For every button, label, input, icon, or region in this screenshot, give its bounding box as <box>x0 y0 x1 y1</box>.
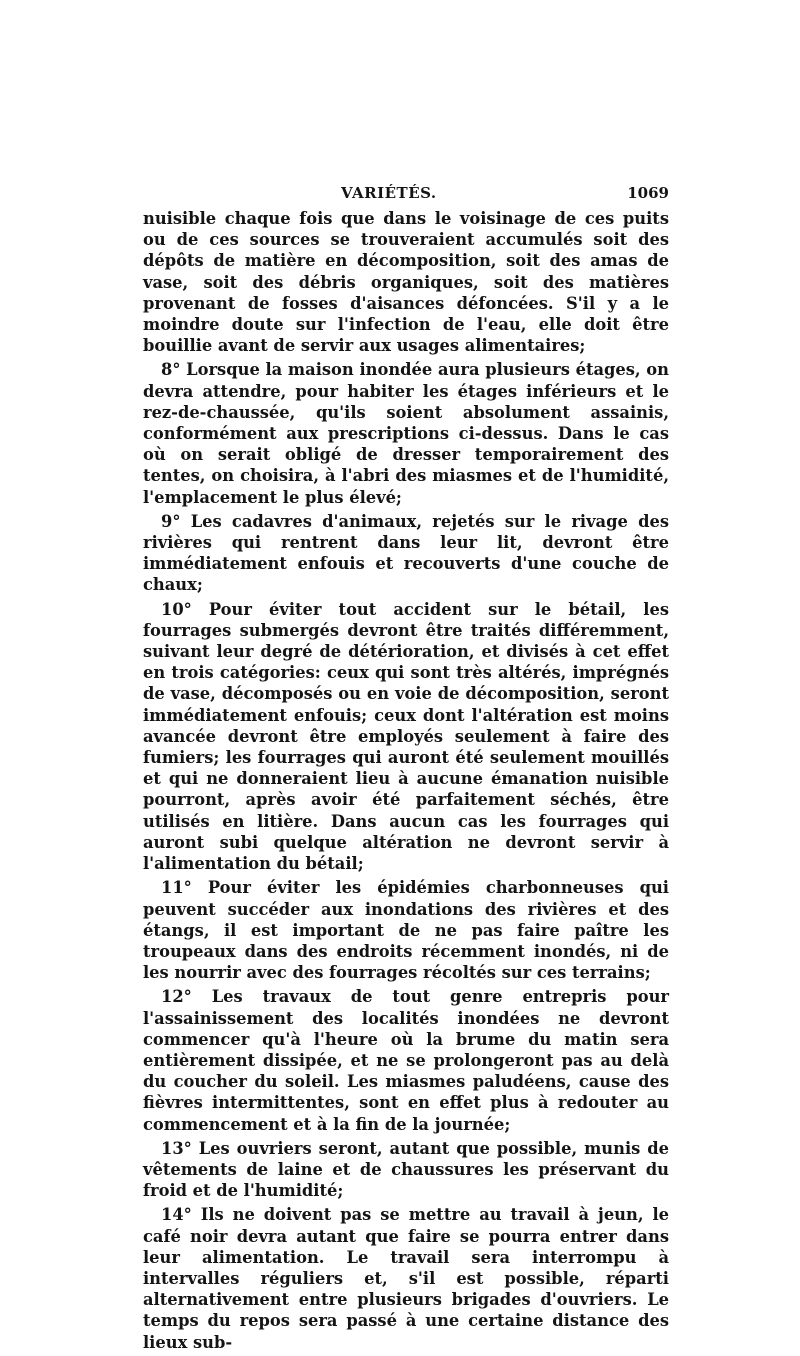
running-title: VARIÉTÉS. <box>341 184 437 202</box>
page-number: 1069 <box>627 184 669 202</box>
paragraph-item-12: 12° Les travaux de tout genre entrepris pour l'assainissement des localités inondées ne devront commencer qu'à l'heure où la brume du matin sera entièrement dissipée, et ne se prolongeront pas au delà du coucher du soleil. Les miasmes paludéens, cause des fièvres intermittentes, sont en effet plus à redouter au commencement et à la fin de la journée; <box>143 987 669 1134</box>
paragraph-item-13: 13° Les ouvriers seront, autant que possible, munis de vêtements de laine et de chaussures les préservant du froid et de l'humidité; <box>143 1138 669 1201</box>
running-header <box>143 182 669 208</box>
paragraph-item-9: 9° Les cadavres d'animaux, rejetés sur le rivage des rivières qui rentrent dans leur lit, devront être immédiatement enfouis et recouverts d'une couche de chaux; <box>143 511 669 595</box>
paragraph-item-10: 10° Pour éviter tout accident sur le bétail, les fourrages submergés devront être traités différemment, suivant leur degré de détérioration, et divisés à cet effet en trois catégories: ceux qui sont très altérés, imprégnés de vase, décomposés ou en voie de décomposition, seront immédiatement enfouis; ceux dont l'altération est moins avancée devront être employés seulement à faire des fumiers; les fourrages qui auront été seulement mouillés et qui ne donneraient lieu à aucune émanation nuisible pourront, après avoir été parfaitement séchés, être utilisés en litière. Dans aucun cas les fourrages qui auront subi quelque altération ne devront servir à l'alimentation du bétail; <box>143 599 669 874</box>
paragraph-item-14: 14° Ils ne doivent pas se mettre au travail à jeun, le café noir devra autant que faire se pourra entrer dans leur alimentation. Le travail sera interrompu à intervalles réguliers et, s'il est possible, réparti alternativement entre plusieurs brigades d'ouvriers. Le temps du repos sera passé à une certaine distance des lieux sub- <box>143 1205 669 1352</box>
body-text <box>143 208 669 1353</box>
page-content <box>143 182 669 1356</box>
paragraph-item-11: 11° Pour éviter les épidémies charbonneuses qui peuvent succéder aux inondations des rivières et des étangs, il est important de ne pas faire paître les troupeaux dans des endroits récemment inondés, ni de les nourrir avec des fourrages récoltés sur ces terrains; <box>143 878 669 983</box>
paragraph-continuation: nuisible chaque fois que dans le voisinage de ces puits ou de ces sources se trouveraient accumulés soit des dépôts de matière en décomposition, soit des amas de vase, soit des débris organiques, soit des matières provenant de fosses d'aisances défoncées. S'il y a le moindre doute sur l'infection de l'eau, elle doit être bouillie avant de servir aux usages alimentaires; <box>143 209 669 356</box>
paragraph-item-8: 8° Lorsque la maison inondée aura plusieurs étages, on devra attendre, pour habiter les étages inférieurs et le rez-de-chaussée, qu'ils soient absolument assainis, conformément aux prescriptions ci-dessus. Dans le cas où on serait obligé de dresser temporairement des tentes, on choisira, à l'abri des miasmes et de l'humidité, l'emplacement le plus élevé; <box>143 360 669 507</box>
